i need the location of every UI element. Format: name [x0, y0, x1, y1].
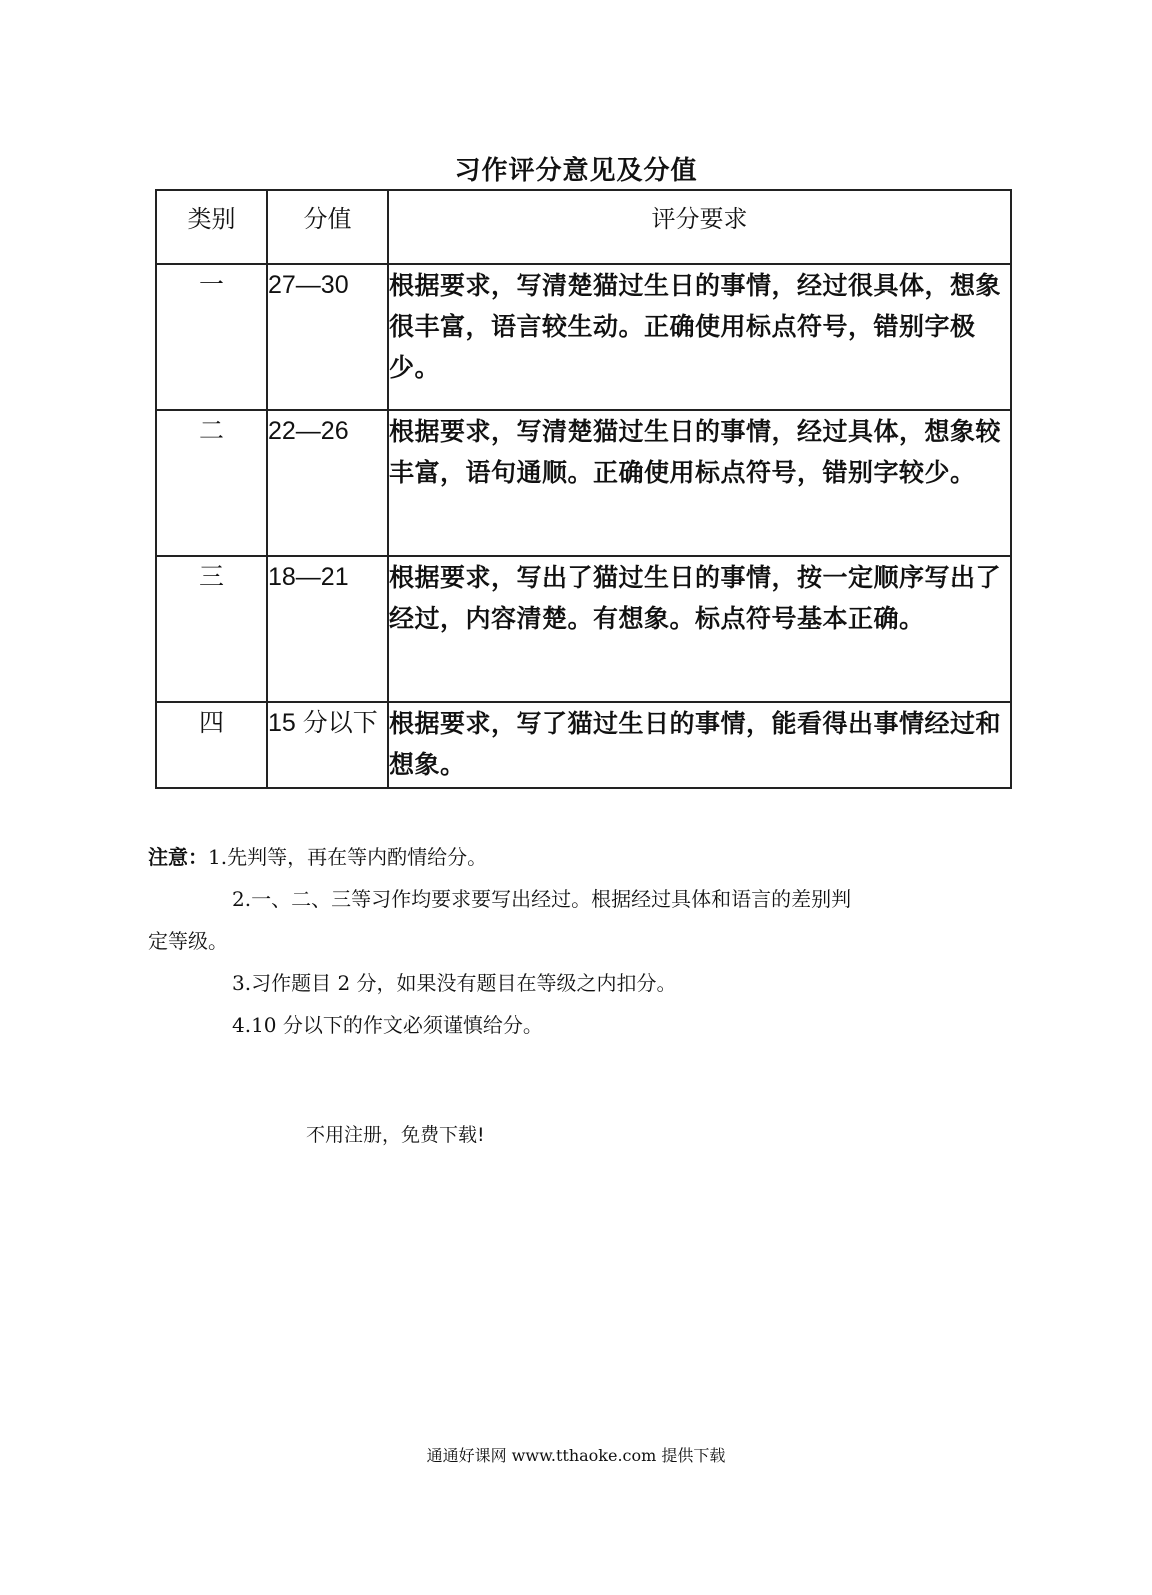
- page-title: 习作评分意见及分值: [454, 156, 698, 186]
- category-cell: 三: [156, 556, 267, 702]
- requirement-cell: 根据要求，写出了猫过生日的事情，按一定顺序写出了经过，内容清楚。有想象。标点符号基本正确。: [388, 556, 1011, 702]
- score-cell: 22—26: [267, 410, 388, 556]
- score-cell: 27—30: [267, 264, 388, 410]
- category-cell: 四: [156, 702, 267, 788]
- table-row: [156, 702, 1011, 788]
- note-line: [148, 836, 1008, 878]
- footer-text: 通通好课网 www.tthaoke.com 提供下载: [426, 1446, 726, 1465]
- grading-table: [155, 189, 1012, 789]
- category-cell: 一: [156, 264, 267, 410]
- requirement-cell: 根据要求，写清楚猫过生日的事情，经过具体，想象较丰富，语句通顺。正确使用标点符号，错别字较少。: [388, 410, 1011, 556]
- note-item: 2.一、二、三等习作均要求要写出经过。根据经过具体和语言的差别判: [232, 887, 852, 911]
- score-cell: 18—21: [267, 556, 388, 702]
- table-header-row: [156, 190, 1011, 264]
- table-row: [156, 264, 1011, 410]
- category-cell: 二: [156, 410, 267, 556]
- header-score: 分值: [267, 190, 388, 264]
- note-item: 定等级。: [148, 929, 228, 953]
- score-cell: 15 分以下: [267, 702, 388, 788]
- requirement-cell: 根据要求，写了猫过生日的事情，能看得出事情经过和想象。: [388, 702, 1011, 788]
- note-item: 1.先判等，再在等内酌情给分。: [208, 845, 488, 869]
- header-category: 类别: [156, 190, 267, 264]
- notes-label: 注意：: [148, 845, 208, 869]
- table-row: [156, 410, 1011, 556]
- notes-section: [148, 836, 1008, 1046]
- note-item: 4.10 分以下的作文必须谨慎给分。: [232, 1013, 543, 1037]
- requirement-cell: 根据要求，写清楚猫过生日的事情，经过很具体，想象很丰富，语言较生动。正确使用标点符号，错别字极少。: [388, 264, 1011, 410]
- promo-text: 不用注册，免费下载!: [306, 1124, 485, 1146]
- header-requirement: 评分要求: [388, 190, 1011, 264]
- note-item: 3.习作题目 2 分，如果没有题目在等级之内扣分。: [232, 971, 677, 995]
- table-row: [156, 556, 1011, 702]
